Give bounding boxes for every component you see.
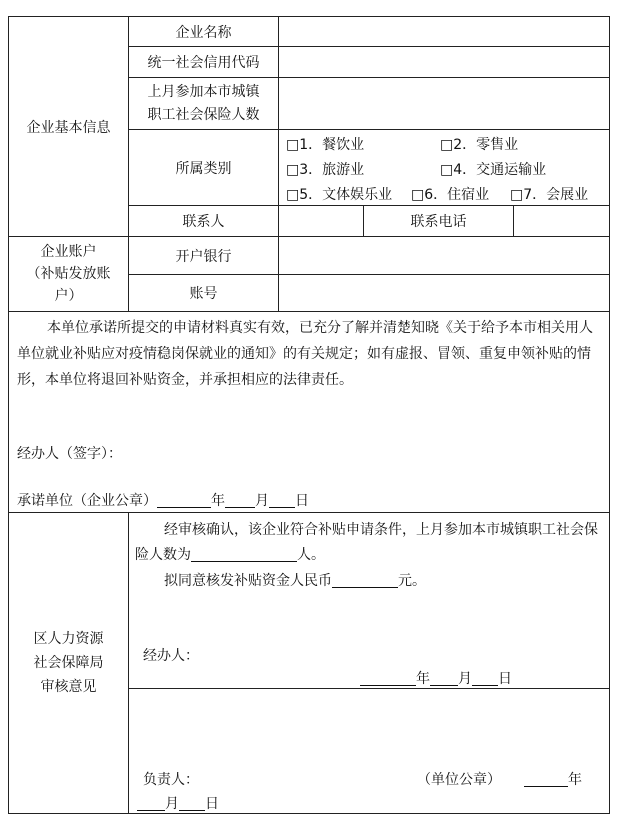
pledge-year-label: 年 [211, 493, 225, 509]
credit-code-field[interactable] [278, 46, 610, 78]
credit-code-label-cell [128, 46, 279, 78]
insured-count-label-line1: 上月参加本市城镇 [147, 83, 260, 100]
review-blank-day[interactable] [472, 671, 498, 686]
category-option-6[interactable]: □6．住宿业 [411, 187, 490, 203]
review-insured-suffix: 人。 [297, 547, 325, 563]
insured-count-label-line2: 职工社会保险人数 [147, 106, 260, 123]
review-month-label-2: 月 [165, 796, 179, 812]
category-option-7[interactable]: □7．会展业 [510, 187, 589, 203]
review-amount-suffix: 元。 [398, 573, 426, 589]
pledge-unit-label: 承诺单位（企业公章） [17, 493, 157, 509]
review-text-line2 [135, 544, 325, 564]
review-insured-prefix: 险人数为 [135, 547, 191, 563]
category-option-1[interactable]: □1．餐饮业 [286, 137, 365, 153]
pledge-blank-year[interactable] [157, 493, 211, 508]
company-name-label-cell [128, 16, 279, 47]
review-responsible-cell [128, 688, 610, 814]
review-responsible-date-line [137, 793, 219, 813]
pledge-blank-day[interactable] [269, 493, 295, 508]
bank-label-cell [128, 236, 279, 275]
contact-label: 联系人 [182, 214, 225, 230]
category-option-2[interactable]: □2．零售业 [440, 137, 519, 153]
company-name-field[interactable] [278, 16, 610, 47]
pledge-day-label: 日 [295, 493, 309, 509]
review-month-label: 月 [458, 671, 472, 687]
pledge-blank-month[interactable] [225, 493, 255, 508]
phone-label: 联系电话 [410, 214, 467, 230]
pledge-handler-signature-label: 经办人（签字）： [17, 446, 122, 462]
review-day-label-2: 日 [205, 796, 219, 812]
review-blank-year[interactable] [360, 671, 416, 686]
company-name-label: 企业名称 [175, 24, 232, 41]
bank-label: 开户银行 [175, 248, 232, 265]
basic-info-section-label: 企业基本信息 [26, 119, 111, 136]
pledge-cell [8, 311, 610, 513]
review-year-label-2: 年 [568, 772, 582, 788]
category-option-4[interactable]: □4．交通运输业 [440, 162, 547, 178]
pledge-month-label: 月 [255, 493, 269, 509]
review-text-line1: 经审核确认，该企业符合补贴申请条件，上月参加本市城镇职工社会保 [164, 522, 598, 538]
review-blank-month[interactable] [430, 671, 458, 686]
review-section-line3: 审核意见 [40, 679, 97, 695]
account-section-line1: 企业账户 [40, 244, 97, 260]
contact-label-cell [128, 205, 279, 237]
review-blank-day-2[interactable] [179, 796, 205, 811]
category-option-3[interactable]: □3．旅游业 [286, 162, 365, 178]
account-number-label-cell [128, 274, 279, 312]
review-opinion-cell [128, 512, 610, 689]
review-seal-label: （单位公章） [417, 772, 501, 788]
pledge-text-line1: 本单位承诺所提交的申请材料真实有效，已充分了解并清楚知晓《关于给予本市相关用人 [47, 320, 593, 336]
insured-count-field[interactable] [278, 77, 610, 130]
review-amount-blank[interactable] [332, 573, 398, 588]
review-blank-year-2[interactable] [524, 772, 568, 787]
category-label: 所属类别 [175, 160, 232, 177]
contact-field[interactable] [278, 205, 364, 237]
review-responsible-year-line [524, 769, 582, 789]
category-label-cell [128, 129, 279, 206]
bank-field[interactable] [278, 236, 610, 275]
review-blank-month-2[interactable] [137, 796, 165, 811]
pledge-text-line2: 单位就业补贴应对疫情稳岗保就业的通知》的有关规定；如有虚报、冒领、重复申领补贴的情 [17, 346, 591, 362]
review-handler-label: 经办人： [143, 648, 199, 664]
review-section-cell [8, 512, 129, 814]
account-number-label: 账号 [189, 286, 218, 302]
review-year-label: 年 [416, 671, 430, 687]
pledge-unit-date-line [17, 490, 309, 510]
review-amount-prefix: 拟同意核发补贴资金人民币 [164, 573, 332, 589]
category-option-5[interactable]: □5．文体娱乐业 [286, 187, 393, 203]
review-responsible-label: 负责人： [143, 772, 199, 788]
review-text-line3 [164, 570, 426, 590]
insured-count-label-cell [128, 77, 279, 130]
pledge-text-line3: 形，本单位将退回补贴资金，并承担相应的法律责任。 [17, 372, 353, 388]
account-section-line2: （补贴发放账 [26, 266, 111, 282]
review-day-label: 日 [498, 671, 512, 687]
account-number-field[interactable] [278, 274, 610, 312]
review-insured-count-blank[interactable] [191, 547, 297, 562]
credit-code-label: 统一社会信用代码 [147, 55, 260, 71]
review-section-line2: 社会保障局 [33, 655, 104, 671]
basic-info-section-cell [8, 16, 129, 237]
review-section-line1: 区人力资源 [33, 631, 104, 647]
phone-field[interactable] [513, 205, 610, 237]
phone-label-cell [363, 205, 514, 237]
account-section-line3: 户） [54, 288, 83, 304]
review-handler-date-line [360, 668, 512, 688]
account-section-cell [8, 236, 129, 312]
category-options-cell [278, 129, 610, 206]
